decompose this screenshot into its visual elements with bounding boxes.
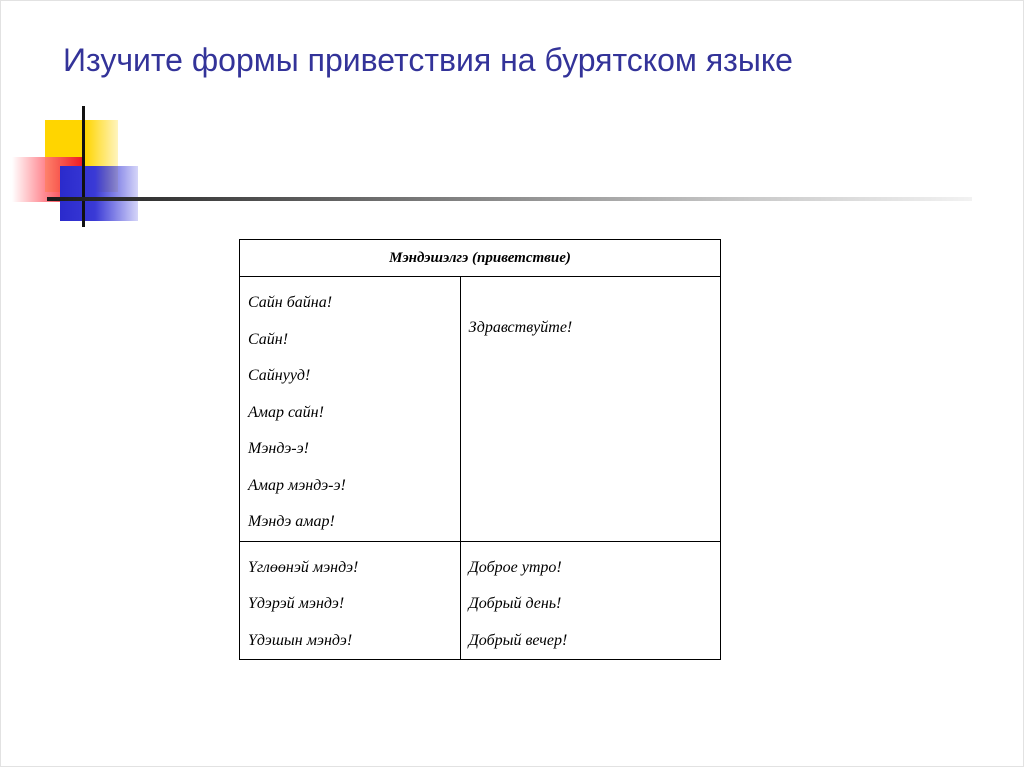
greetings-table <box>239 239 721 660</box>
buryat-greeting: Сайнууд! <box>248 367 311 384</box>
buryat-greeting-list <box>248 542 452 660</box>
ornament-blue-square <box>60 166 138 221</box>
russian-translation-list <box>469 277 712 347</box>
buryat-greeting: Мэндэ амар! <box>248 513 335 530</box>
table-row <box>240 277 721 542</box>
table-header-row <box>240 240 721 277</box>
russian-cell <box>460 541 720 660</box>
buryat-greeting: Үдэрэй мэндэ! <box>248 595 345 612</box>
russian-translation: Доброе утро! <box>468 558 562 576</box>
table-row <box>240 541 721 660</box>
buryat-greeting: Сайн! <box>248 330 289 348</box>
russian-cell <box>460 277 720 542</box>
russian-translation-list <box>469 542 712 660</box>
russian-translation: Добрый вечер! <box>468 631 568 649</box>
russian-translation: Здравствуйте! <box>468 319 573 336</box>
buryat-cell <box>240 541 461 660</box>
buryat-greeting-list <box>248 277 452 541</box>
buryat-greeting: Амар сайн! <box>248 403 324 421</box>
table-header: Мэндэшэлгэ (приветствие) <box>240 240 721 277</box>
buryat-cell <box>240 277 461 542</box>
buryat-greeting: Үглөөнэй мэндэ! <box>248 558 359 576</box>
buryat-greeting: Амар мэндэ-э! <box>248 476 346 494</box>
buryat-greeting: Мэндэ-э! <box>248 440 309 457</box>
buryat-greeting: Үдэшын мэндэ! <box>248 631 353 649</box>
russian-translation: Добрый день! <box>468 595 562 612</box>
buryat-greeting: Сайн байна! <box>248 294 333 311</box>
ornament-vertical-line <box>82 106 85 227</box>
title-underline-rule <box>47 197 972 201</box>
slide-title: Изучите формы приветствия на бурятском языке <box>63 42 793 78</box>
